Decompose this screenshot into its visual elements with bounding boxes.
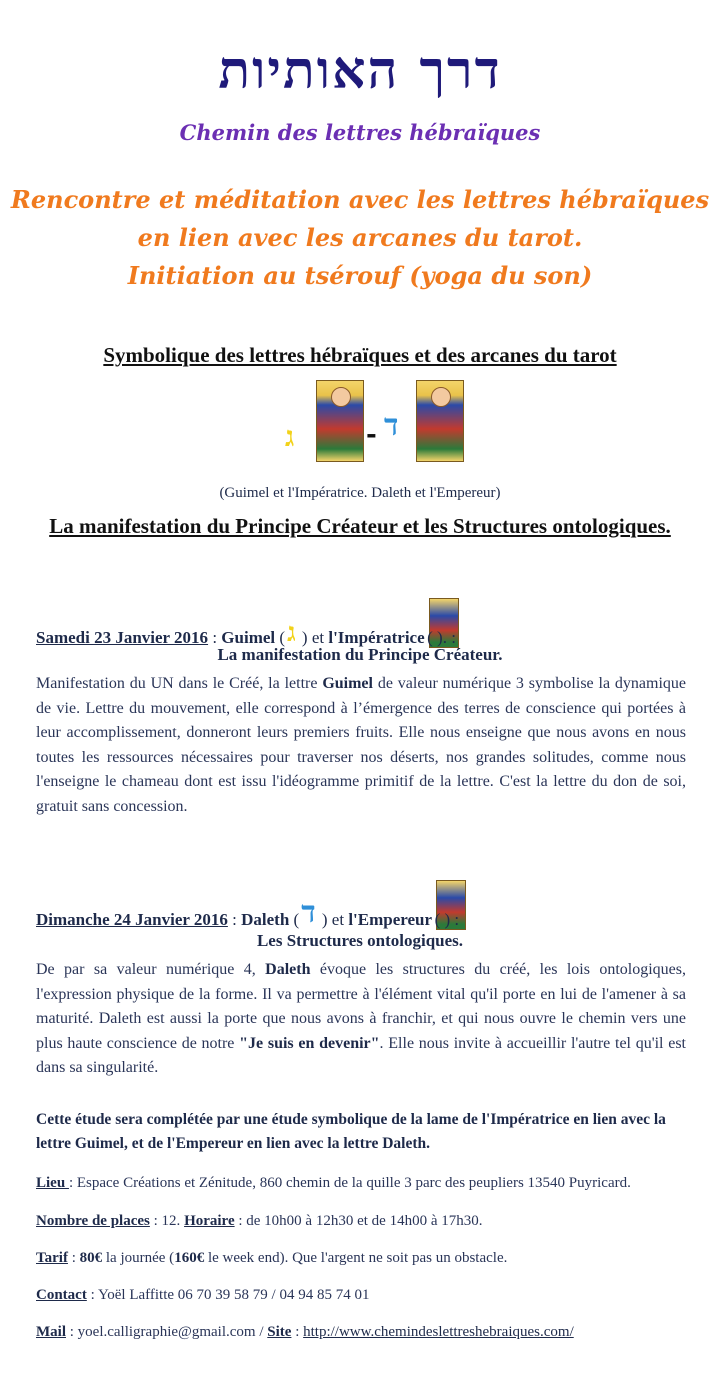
- manifestation-title: La manifestation du Principe Créateur et les Structures ontologiques.: [49, 514, 671, 538]
- completion-note: Cette étude sera complétée par une étude symbolique de la lame de l'Impératrice en lien avec la lettre Guimel, et de l'Empereur en lien avec la lettre Daleth.: [36, 1111, 666, 1152]
- day2-date: Dimanche 24 Janvier 2016: [36, 910, 228, 929]
- day1-date: Samedi 23 Janvier 2016: [36, 628, 209, 647]
- daleth-letter-glyph: ד: [384, 408, 399, 443]
- daleth-inline-glyph: ד: [301, 895, 316, 930]
- orange-line-3: Initiation au tsérouf (yoga du son): [127, 261, 593, 290]
- symbolique-title: Symbolique des lettres hébraïques et des arcanes du tarot: [103, 343, 617, 367]
- cards-row: [0, 378, 720, 468]
- info-places-horaire: Nombre de places : 12. Horaire : de 10h00 à 12h30 et de 14h00 à 17h30.: [36, 1213, 483, 1229]
- day1-paragraph: Manifestation du UN dans le Créé, la lettre Guimel de valeur numérique 3 symbolise la dynamique de vie. Lettre du mouvement, elle correspond à l’émergence des terres de conscience qui portées à leur accomplissement, donneront leurs premiers fruits. Elle nous enseigne que nous avons en nous toutes les ressources nécessaires pour traverser nos déserts, nos grandes solitudes, comme nous l'enseigne le chameau dont est issu l'idéogramme primitif de la lettre. C'est la lettre du don de soi, gratuit sans concession.: [36, 675, 687, 815]
- day2-card-name: l'Empereur: [348, 910, 433, 929]
- info-contact: Contact : Yoël Laffitte 06 70 39 58 79 / 04 94 85 74 01: [36, 1287, 370, 1303]
- mail-address[interactable]: : yoel.calligraphie@gmail.com /: [66, 1324, 268, 1340]
- day2-letter-name: Daleth: [241, 910, 290, 929]
- guimel-letter-glyph: ג: [285, 420, 295, 453]
- orange-line-1: Rencontre et méditation avec les lettres hébraïques: [10, 185, 710, 214]
- day1-letter-name: Guimel: [221, 628, 276, 647]
- dash: -: [366, 420, 377, 450]
- guimel-inline-glyph: ג: [287, 618, 296, 648]
- info-mail-site: Mail : yoel.calligraphie@gmail.com / Site : http://www.chemindeslettreshebraiques.com/: [36, 1324, 574, 1340]
- imperatrice-card-image: [316, 380, 364, 462]
- site-link[interactable]: http://www.chemindeslettreshebraiques.com/: [303, 1324, 574, 1340]
- hebrew-title: דרך האותיות: [218, 40, 502, 101]
- empereur-card-image: [416, 380, 464, 462]
- day2-paragraph: De par sa valeur numérique 4, Daleth évoque les structures du créé, les lois ontologiques, l'expression physique de la forme. Il va permettre à l'élément vital qu'il porte en lui de l'amener à sa maturité. Daleth est aussi la porte que nous avons à franchir, et qui nous ouvre le chemin vers une plus haute conscience de notre "Je suis en devenir". Elle nous invite à accueillir l'autre tel qu'il est dans sa singularité.: [36, 961, 687, 1076]
- info-lieu: Lieu : Espace Créations et Zénitude, 860 chemin de la quille 3 parc des peupliers 13540 Puyricard.: [36, 1175, 631, 1191]
- orange-line-2: en lien avec les arcanes du tarot.: [137, 223, 583, 252]
- info-tarif: Tarif : 80€ la journée (160€ le week end). Que l'argent ne soit pas un obstacle.: [36, 1250, 508, 1266]
- day1-heading: Samedi 23 Janvier 2016 : Guimel (ג ) et l'Impératrice ( ). :: [36, 598, 456, 648]
- day1-subtitle: La manifestation du Principe Créateur.: [217, 645, 503, 664]
- day2-heading: Dimanche 24 Janvier 2016 : Daleth (ד ) et l'Empereur ( ) :: [36, 880, 459, 930]
- day1-card-name: l'Impératrice: [328, 628, 425, 647]
- day2-subtitle: Les Structures ontologiques.: [256, 931, 464, 950]
- cards-caption: (Guimel et l'Impératrice. Daleth et l'Empereur): [219, 485, 501, 501]
- subtitle: Chemin des lettres hébraïques: [179, 120, 541, 145]
